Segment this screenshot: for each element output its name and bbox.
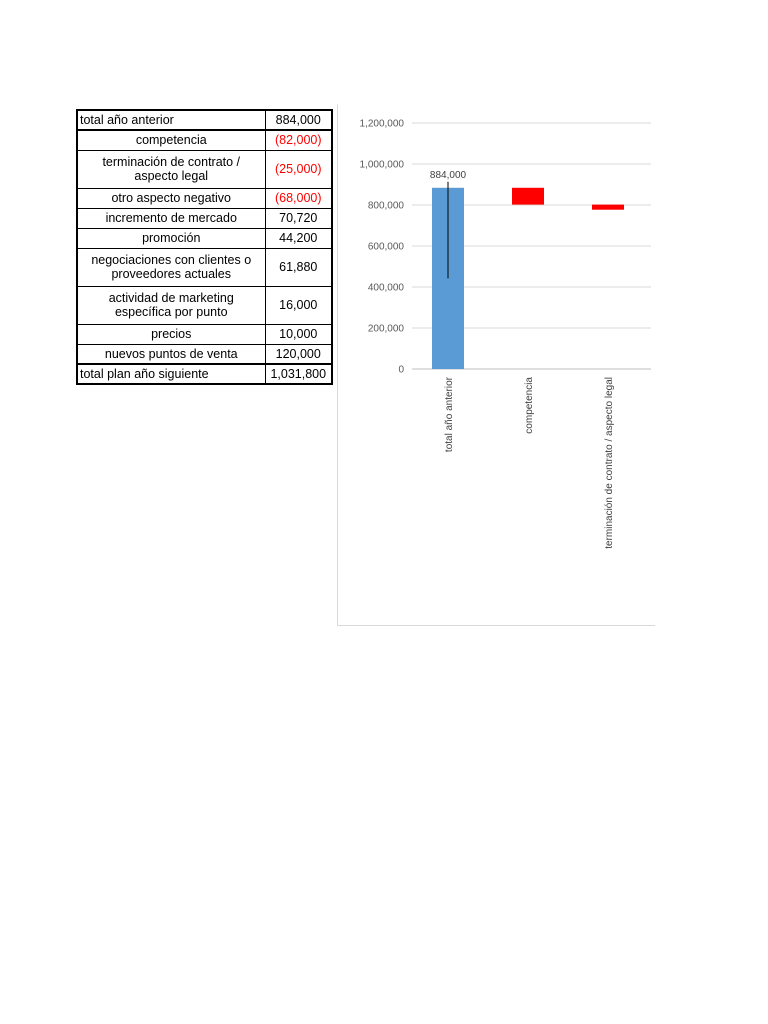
table-row: [77, 228, 332, 248]
table-row: [77, 188, 332, 208]
y-tick-label: 0: [398, 364, 404, 376]
chart-svg: [338, 105, 656, 627]
table-row: [77, 130, 332, 150]
bar: [592, 205, 624, 210]
row-value: (25,000): [265, 150, 332, 188]
row-label: competencia: [77, 130, 265, 150]
row-label: incremento de mercado: [77, 208, 265, 228]
row-value: (82,000): [265, 130, 332, 150]
y-tick-label: 600,000: [367, 241, 404, 253]
y-tick-label: 200,000: [367, 323, 404, 335]
row-value: 884,000: [265, 110, 332, 130]
table-row: [77, 208, 332, 228]
table-row: [77, 110, 332, 130]
row-label: total año anterior: [77, 110, 265, 130]
data-table: [76, 109, 333, 385]
row-value: 120,000: [265, 344, 332, 364]
row-value: 10,000: [265, 324, 332, 344]
x-category-label: competencia: [524, 377, 535, 434]
bar: [512, 188, 544, 205]
row-label: precios: [77, 324, 265, 344]
row-label: nuevos puntos de venta: [77, 344, 265, 364]
row-label: promoción: [77, 228, 265, 248]
row-label: terminación de contrato / aspecto legal: [77, 150, 265, 188]
row-value: 70,720: [265, 208, 332, 228]
row-label: actividad de marketing específica por punto: [77, 286, 265, 324]
y-tick-label: 1,200,000: [359, 118, 404, 130]
row-value: 61,880: [265, 248, 332, 286]
table-row: [77, 344, 332, 364]
row-label: otro aspecto negativo: [77, 188, 265, 208]
y-tick-label: 800,000: [367, 200, 404, 212]
row-value: 1,031,800: [265, 364, 332, 384]
row-value: (68,000): [265, 188, 332, 208]
row-label: negociaciones con clientes o proveedores actuales: [77, 248, 265, 286]
table-row: [77, 286, 332, 324]
table-row: [77, 248, 332, 286]
y-tick-label: 400,000: [367, 282, 404, 294]
y-tick-label: 1,000,000: [359, 159, 404, 171]
row-value: 16,000: [265, 286, 332, 324]
table-row: [77, 150, 332, 188]
table-row: [77, 324, 332, 344]
x-category-label: total año anterior: [444, 377, 455, 453]
waterfall-chart: [337, 104, 655, 626]
row-label: total plan año siguiente: [77, 364, 265, 384]
table-row: [77, 364, 332, 384]
data-label: 884,000: [429, 169, 467, 181]
x-category-label: terminación de contrato / aspecto legal: [604, 377, 615, 549]
row-value: 44,200: [265, 228, 332, 248]
